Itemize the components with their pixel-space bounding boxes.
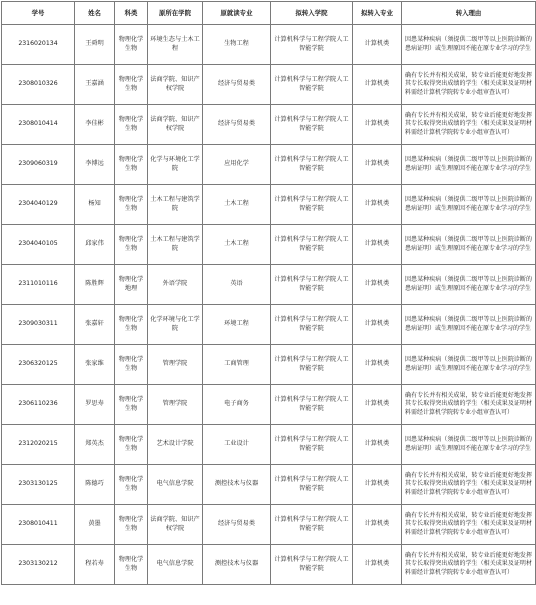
table-row <box>2 385 536 425</box>
cell-original-major: 测控技术与仪器 <box>203 465 271 505</box>
cell-reason: 确有专长并有相关成果，转专业后能更好地发挥其专长取得突出成绩的学生（相关成果及证明材料需经计算机学院转专业小组审查认可） <box>402 545 536 585</box>
cell-category: 物理化学生物 <box>115 385 148 425</box>
cell-student-id: 2304040129 <box>2 185 75 225</box>
table-row <box>2 305 536 345</box>
cell-name: 黄墨 <box>75 505 115 545</box>
cell-original-major: 工商管理 <box>203 345 271 385</box>
cell-original-major: 电子商务 <box>203 385 271 425</box>
cell-reason: 因患某种疾病（须提供二级甲等以上医院诊断的患病证明）或生理原因不能在原专业学习的学生 <box>402 305 536 345</box>
cell-student-id: 2304040105 <box>2 225 75 265</box>
cell-original-college: 电气信息学院 <box>148 545 203 585</box>
header-student-id: 学号 <box>2 2 75 25</box>
cell-category: 物理化学生物 <box>115 465 148 505</box>
cell-target-major: 计算机类 <box>353 345 402 385</box>
cell-target-college: 计算机科学与工程学院人工智能学院 <box>271 345 353 385</box>
cell-target-college: 计算机科学与工程学院人工智能学院 <box>271 65 353 105</box>
table-row <box>2 425 536 465</box>
cell-reason: 因患某种疾病（须提供二级甲等以上医院诊断的患病证明）或生理原因不能在原专业学习的学生 <box>402 265 536 305</box>
cell-original-major: 经济与贸易类 <box>203 65 271 105</box>
cell-target-major: 计算机类 <box>353 425 402 465</box>
cell-target-college: 计算机科学与工程学院人工智能学院 <box>271 505 353 545</box>
cell-name: 邱家伟 <box>75 225 115 265</box>
cell-target-major: 计算机类 <box>353 505 402 545</box>
cell-name: 陈德巧 <box>75 465 115 505</box>
cell-student-id: 2308010326 <box>2 65 75 105</box>
cell-category: 物理化学生物 <box>115 425 148 465</box>
cell-original-college: 法商学院、知识产权学院 <box>148 505 203 545</box>
table-body <box>2 25 536 585</box>
table-row <box>2 265 536 305</box>
table-row <box>2 185 536 225</box>
cell-original-major: 经济与贸易类 <box>203 505 271 545</box>
cell-original-major: 土木工程 <box>203 225 271 265</box>
cell-original-major: 测控技术与仪器 <box>203 545 271 585</box>
header-target-college: 拟转入学院 <box>271 2 353 25</box>
cell-original-college: 电气信息学院 <box>148 465 203 505</box>
table-row <box>2 105 536 145</box>
cell-reason: 因患某种疾病（须提供二级甲等以上医院诊断的患病证明）或生理原因不能在原专业学习的学生 <box>402 145 536 185</box>
cell-target-college: 计算机科学与工程学院人工智能学院 <box>271 145 353 185</box>
table-row <box>2 65 536 105</box>
header-reason: 转入理由 <box>402 2 536 25</box>
cell-name: 张家维 <box>75 345 115 385</box>
cell-name: 李博远 <box>75 145 115 185</box>
cell-original-major: 经济与贸易类 <box>203 105 271 145</box>
cell-original-major: 英语 <box>203 265 271 305</box>
table-row <box>2 545 536 585</box>
cell-name: 郑英杰 <box>75 425 115 465</box>
cell-original-major: 土木工程 <box>203 185 271 225</box>
cell-original-college: 管理学院 <box>148 385 203 425</box>
cell-category: 物理化学生物 <box>115 65 148 105</box>
table-row <box>2 25 536 65</box>
table-header <box>2 2 536 25</box>
cell-student-id: 2309030311 <box>2 305 75 345</box>
cell-category: 物理化学生物 <box>115 145 148 185</box>
cell-target-college: 计算机科学与工程学院人工智能学院 <box>271 305 353 345</box>
cell-original-college: 艺术设计学院 <box>148 425 203 465</box>
cell-target-college: 计算机科学与工程学院人工智能学院 <box>271 225 353 265</box>
cell-target-major: 计算机类 <box>353 385 402 425</box>
cell-target-major: 计算机类 <box>353 145 402 185</box>
cell-category: 物理化学生物 <box>115 345 148 385</box>
header-target-major: 拟转入专业 <box>353 2 402 25</box>
cell-target-major: 计算机类 <box>353 545 402 585</box>
cell-original-college: 法商学院、知识产权学院 <box>148 65 203 105</box>
cell-name: 王舜明 <box>75 25 115 65</box>
cell-original-major: 应用化学 <box>203 145 271 185</box>
cell-name: 罗思寿 <box>75 385 115 425</box>
cell-reason: 因患某种疾病（须提供二级甲等以上医院诊断的患病证明）或生理原因不能在原专业学习的学生 <box>402 25 536 65</box>
header-name: 姓名 <box>75 2 115 25</box>
cell-target-major: 计算机类 <box>353 305 402 345</box>
cell-original-major: 生物工程 <box>203 25 271 65</box>
cell-target-college: 计算机科学与工程学院人工智能学院 <box>271 105 353 145</box>
cell-student-id: 2309060319 <box>2 145 75 185</box>
cell-reason: 因患某种疾病（须提供二级甲等以上医院诊断的患病证明）或生理原因不能在原专业学习的学生 <box>402 185 536 225</box>
cell-original-major: 工业设计 <box>203 425 271 465</box>
cell-student-id: 2303130212 <box>2 545 75 585</box>
transfer-student-table <box>1 1 536 585</box>
cell-reason: 确有专长并有相关成果，转专业后能更好地发挥其专长取得突出成绩的学生（相关成果及证明材料需经计算机学院转专业小组审查认可） <box>402 505 536 545</box>
cell-target-college: 计算机科学与工程学院人工智能学院 <box>271 185 353 225</box>
cell-original-college: 法商学院、知识产权学院 <box>148 105 203 145</box>
table-row <box>2 345 536 385</box>
cell-original-college: 化学与环境化工学院 <box>148 145 203 185</box>
cell-target-major: 计算机类 <box>353 225 402 265</box>
cell-name: 杨知 <box>75 185 115 225</box>
cell-reason: 因患某种疾病（须提供二级甲等以上医院诊断的患病证明）或生理原因不能在原专业学习的学生 <box>402 225 536 265</box>
cell-original-college: 土木工程与建筑学院 <box>148 225 203 265</box>
cell-category: 物理化学生物 <box>115 225 148 265</box>
cell-original-college: 管理学院 <box>148 345 203 385</box>
cell-original-college: 土木工程与建筑学院 <box>148 185 203 225</box>
cell-target-major: 计算机类 <box>353 265 402 305</box>
cell-target-college: 计算机科学与工程学院人工智能学院 <box>271 25 353 65</box>
cell-target-major: 计算机类 <box>353 185 402 225</box>
cell-category: 物理化学生物 <box>115 185 148 225</box>
cell-student-id: 2312020215 <box>2 425 75 465</box>
cell-student-id: 2308010411 <box>2 505 75 545</box>
cell-target-college: 计算机科学与工程学院人工智能学院 <box>271 265 353 305</box>
cell-category: 物理化学生物 <box>115 505 148 545</box>
cell-name: 李佳彬 <box>75 105 115 145</box>
cell-target-major: 计算机类 <box>353 25 402 65</box>
cell-target-college: 计算机科学与工程学院人工智能学院 <box>271 465 353 505</box>
cell-original-major: 环境工程 <box>203 305 271 345</box>
cell-category: 物理化学生物 <box>115 105 148 145</box>
header-original-major: 原就读专业 <box>203 2 271 25</box>
cell-reason: 确有专长并有相关成果，转专业后能更好地发挥其专长取得突出成绩的学生（相关成果及证明材料需经计算机学院转专业小组审查认可） <box>402 465 536 505</box>
cell-target-major: 计算机类 <box>353 65 402 105</box>
header-original-college: 原所在学院 <box>148 2 203 25</box>
cell-student-id: 2306110236 <box>2 385 75 425</box>
cell-name: 程若寿 <box>75 545 115 585</box>
cell-category: 物理化学生物 <box>115 305 148 345</box>
table-row <box>2 225 536 265</box>
cell-original-college: 外语学院 <box>148 265 203 305</box>
cell-reason: 确有专长并有相关成果，转专业后能更好地发挥其专长取得突出成绩的学生（相关成果及证明材料需经计算机学院转专业小组审查认可） <box>402 385 536 425</box>
cell-student-id: 2303130125 <box>2 465 75 505</box>
cell-target-college: 计算机科学与工程学院人工智能学院 <box>271 425 353 465</box>
cell-original-college: 环境生态与土木工程 <box>148 25 203 65</box>
table-row <box>2 505 536 545</box>
cell-reason: 确有专长并有相关成果，转专业后能更好地发挥其专长取得突出成绩的学生（相关成果及证明材料需经计算机学院转专业小组审查认可） <box>402 65 536 105</box>
cell-target-major: 计算机类 <box>353 105 402 145</box>
table-row <box>2 145 536 185</box>
cell-reason: 因患某种疾病（须提供二级甲等以上医院诊断的患病证明）或生理原因不能在原专业学习的学生 <box>402 425 536 465</box>
table-row <box>2 465 536 505</box>
header-category: 科类 <box>115 2 148 25</box>
cell-target-college: 计算机科学与工程学院人工智能学院 <box>271 545 353 585</box>
cell-reason: 因患某种疾病（须提供二级甲等以上医院诊断的患病证明）或生理原因不能在原专业学习的学生 <box>402 345 536 385</box>
cell-student-id: 2311010116 <box>2 265 75 305</box>
cell-name: 陈胜辉 <box>75 265 115 305</box>
cell-student-id: 2306320125 <box>2 345 75 385</box>
cell-reason: 确有专长并有相关成果，转专业后能更好地发挥其专长取得突出成绩的学生（相关成果及证明材料需经计算机学院转专业小组审查认可） <box>402 105 536 145</box>
cell-student-id: 2316020134 <box>2 25 75 65</box>
cell-name: 张嘉轩 <box>75 305 115 345</box>
cell-original-college: 化学环境与化工学院 <box>148 305 203 345</box>
cell-target-major: 计算机类 <box>353 465 402 505</box>
cell-target-college: 计算机科学与工程学院人工智能学院 <box>271 385 353 425</box>
header-row <box>2 2 536 25</box>
cell-student-id: 2308010414 <box>2 105 75 145</box>
cell-category: 物理化学地理 <box>115 265 148 305</box>
cell-category: 物理化学生物 <box>115 545 148 585</box>
cell-category: 物理化学生物 <box>115 25 148 65</box>
cell-name: 王嘉涵 <box>75 65 115 105</box>
